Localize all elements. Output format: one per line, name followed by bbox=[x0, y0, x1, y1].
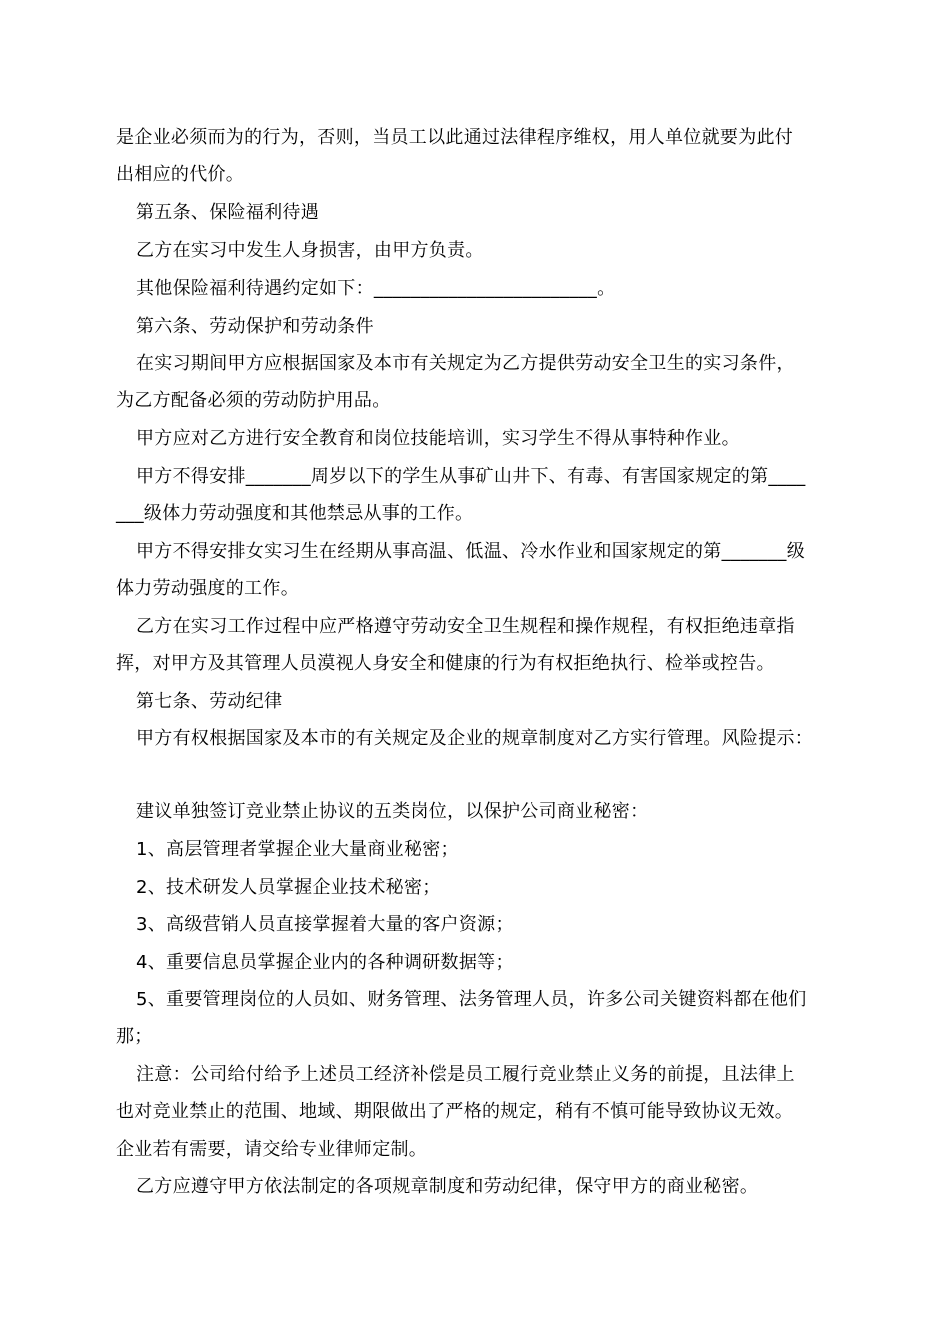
paragraph-line: 体力劳动强度的工作。 bbox=[116, 578, 299, 599]
paragraph-line: 在实习期间甲方应根据国家及本市有关规定为乙方提供劳动安全卫生的实习条件， bbox=[136, 353, 795, 374]
paragraph-line: 甲方不得安排女实习生在经期从事高温、低温、冷水作业和国家规定的第_______级 bbox=[136, 541, 805, 562]
paragraph-line: 乙方在实习工作过程中应严格遵守劳动安全卫生规程和操作规程，有权拒绝违章指 bbox=[136, 616, 795, 637]
paragraph-line: 挥，对甲方及其管理人员漠视人身安全和健康的行为有权拒绝执行、检举或控告。 bbox=[116, 653, 775, 674]
paragraph-line: 甲方不得安排_______周岁以下的学生从事矿山井下、有毒、有害国家规定的第____ bbox=[136, 466, 806, 487]
list-item-continuation: 那； bbox=[116, 1026, 153, 1047]
paragraph-line: 企业若有需要，请交给专业律师定制。 bbox=[116, 1139, 428, 1160]
paragraph-line: 其他保险福利待遇约定如下：________________________。 bbox=[136, 278, 616, 299]
paragraph-line: 注意：公司给付给予上述员工经济补偿是员工履行竞业禁止义务的前提，且法律上 bbox=[136, 1064, 795, 1085]
paragraph-line: 出相应的代价。 bbox=[116, 164, 245, 185]
section-heading: 第六条、劳动保护和劳动条件 bbox=[136, 316, 374, 337]
paragraph-line: 是企业必须而为的行为，否则，当员工以此通过法律程序维权，用人单位就要为此付 bbox=[116, 127, 794, 148]
paragraph-line: 甲方应对乙方进行安全教育和岗位技能培训，实习学生不得从事特种作业。 bbox=[136, 428, 740, 449]
list-item: 1、高层管理者掌握企业大量商业秘密； bbox=[136, 839, 459, 860]
paragraph-line: 也对竞业禁止的范围、地域、期限做出了严格的规定，稍有不慎可能导致协议无效。 bbox=[116, 1101, 794, 1122]
list-item: 3、高级营销人员直接掌握着大量的客户资源； bbox=[136, 914, 514, 935]
paragraph-line: 为乙方配备必须的劳动防护用品。 bbox=[116, 390, 391, 411]
list-item: 4、重要信息员掌握企业内的各种调研数据等； bbox=[136, 952, 514, 973]
paragraph-line: 建议单独签订竞业禁止协议的五类岗位，以保护公司商业秘密： bbox=[136, 801, 649, 822]
list-item: 5、重要管理岗位的人员如、财务管理、法务管理人员，许多公司关键资料都在他们 bbox=[136, 989, 807, 1010]
section-heading: 第七条、劳动纪律 bbox=[136, 691, 283, 712]
paragraph-line: 乙方应遵守甲方依法制定的各项规章制度和劳动纪律，保守甲方的商业秘密。 bbox=[136, 1176, 759, 1197]
list-item: 2、技术研发人员掌握企业技术秘密； bbox=[136, 877, 441, 898]
paragraph-line: ___级体力劳动强度和其他禁忌从事的工作。 bbox=[116, 503, 474, 524]
paragraph-line: 甲方有权根据国家及本市的有关规定及企业的规章制度对乙方实行管理。风险提示： bbox=[136, 728, 814, 749]
section-heading: 第五条、保险福利待遇 bbox=[136, 202, 319, 223]
paragraph-line: 乙方在实习中发生人身损害，由甲方负责。 bbox=[136, 240, 484, 261]
